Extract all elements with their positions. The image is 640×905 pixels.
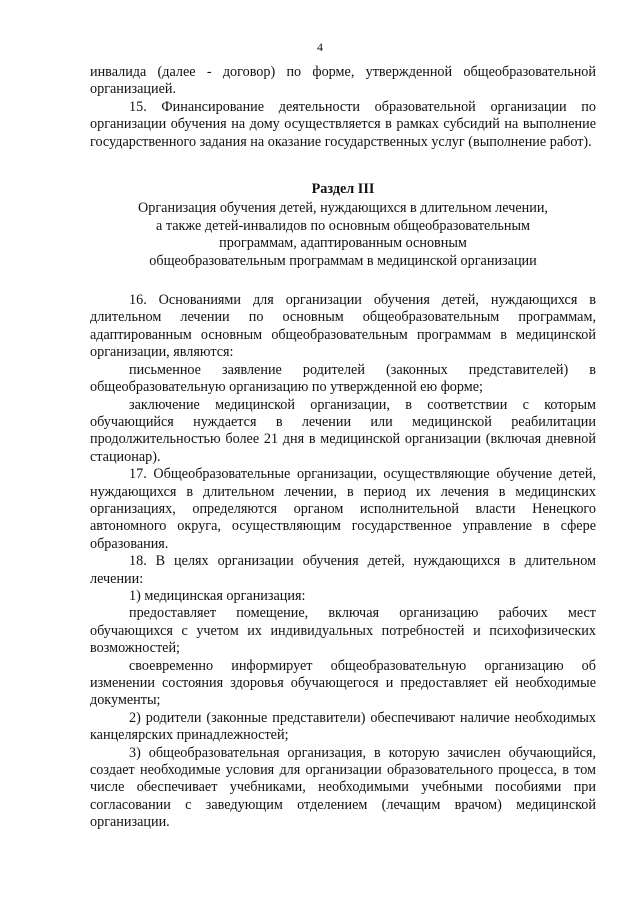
paragraph-16: 16. Основаниями для организации обучения детей, нуждающихся в длительном лечении по основным общеобразовательным программам, адаптированным основным общеобразовательным программам в медицинской организации, являются: xyxy=(90,292,596,361)
paragraph-17: 17. Общеобразовательные организации, осуществляющие обучение детей, нуждающихся в длительном лечении, в период их лечения в медицинских организациях, определяются органом исполнительной власти Ненецкого автономного округа, осуществляющим государственное управление в сфере образования. xyxy=(90,466,596,552)
section-subtitle-line: Организация обучения детей, нуждающихся в длительном лечении, xyxy=(138,200,548,217)
paragraph-18-item-3: 3) общеобразовательная организация, в которую зачислен обучающийся, создает необходимые условия для организации образовательного процесса, в том числе обеспечивает учебниками, необходимыми учебными пособиями при согласовании с заведующим отделением (лечащим врачом) медицинской организации. xyxy=(90,744,596,831)
section-header xyxy=(90,181,596,270)
page-number: 4 xyxy=(317,40,323,54)
section-subtitle xyxy=(123,200,563,270)
paragraph-18-item-2: 2) родители (законные представители) обеспечивают наличие необходимых канцелярских принадлежностей; xyxy=(90,709,596,744)
section-subtitle-line: а также детей-инвалидов по основным общеобразовательным xyxy=(155,217,530,234)
paragraph-18: 18. В целях организации обучения детей, нуждающихся в длительном лечении: xyxy=(90,553,596,587)
paragraph-18-item-1-premises: предоставляет помещение, включая организацию рабочих мест обучающихся с учетом их индивидуальных потребностей и психофизических возможностей; xyxy=(90,605,596,657)
paragraph-15: 15. Финансирование деятельности образовательной организации по организации обучения на дому осуществляется в рамках субсидий на выполнение государственного задания на оказание государственных услуг (выполнение работ). xyxy=(90,98,596,150)
section-subtitle-line: программам, адаптированным основным xyxy=(219,235,467,252)
paragraph-16-item-application: письменное заявление родителей (законных представителей) в общеобразовательную организацию по утвержденной ею форме; xyxy=(90,361,596,396)
section-heading: Раздел III xyxy=(311,181,375,198)
paragraph-16-item-medical-conclusion: заключение медицинской организации, в соответствии с которым обучающийся нуждается в лечении или медицинской реабилитации продолжительностью более 21 дня в медицинской организации (включая дневной стационар). xyxy=(90,396,596,465)
paragraph-continuation: инвалида (далее - договор) по форме, утвержденной общеобразовательной организацией. xyxy=(90,64,596,98)
paragraph-18-item-1-inform: своевременно информирует общеобразовательную организацию об изменении состояния здоровья обучающегося и предоставляет ей необходимые документы; xyxy=(90,657,596,709)
document-body xyxy=(90,64,596,832)
section-subtitle-line: общеобразовательным программам в медицинской организации xyxy=(149,252,537,269)
paragraph-18-item-1: 1) медицинская организация: xyxy=(129,587,306,604)
